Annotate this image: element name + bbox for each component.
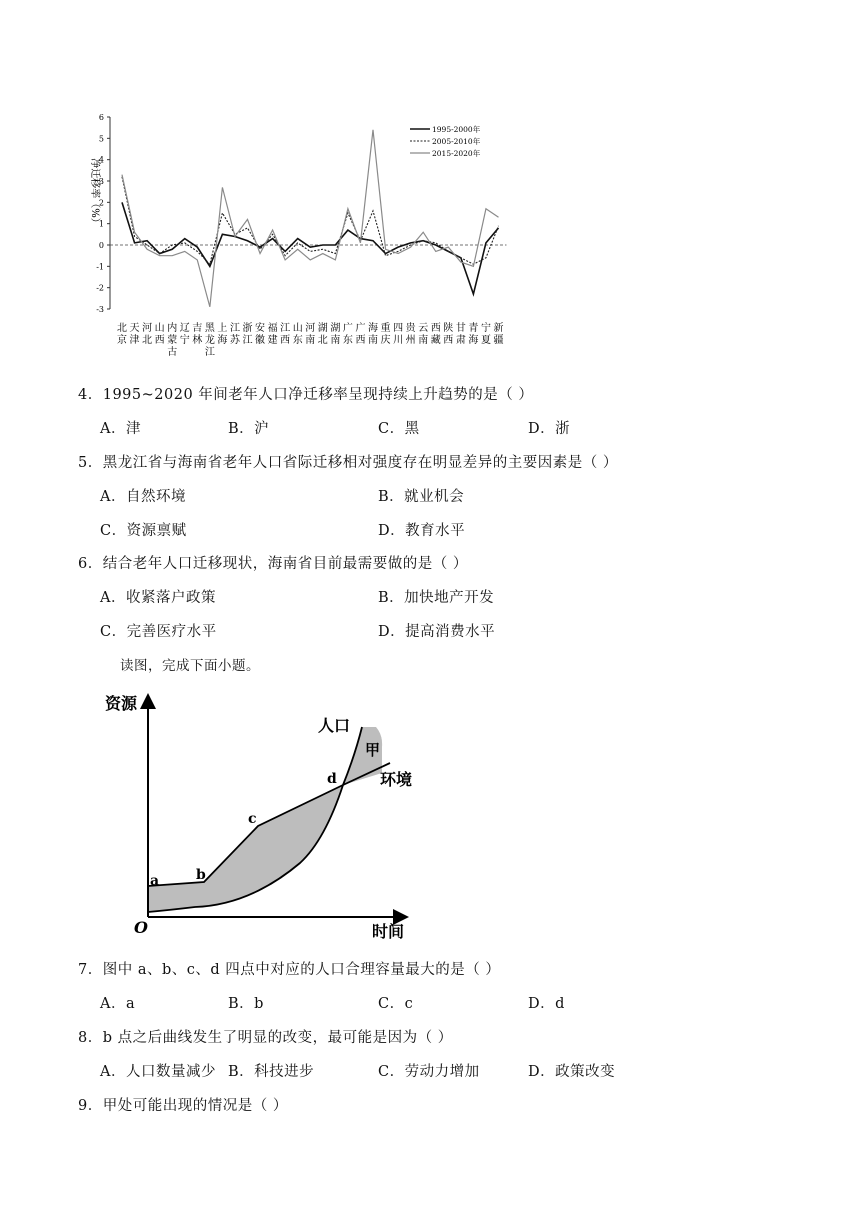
question-9-stem: 9．甲处可能出现的情况是（ ）: [78, 1098, 288, 1114]
x-tick-label: 吉: [192, 323, 203, 334]
x-tick-label: 西: [355, 335, 366, 346]
x-tick-label: 上: [217, 323, 228, 334]
q5-option-b[interactable]: B．就业机会: [378, 489, 465, 505]
x-tick-label: 古: [167, 347, 178, 358]
area-jia-label: 甲: [365, 741, 381, 759]
x-tick-label: 山: [292, 323, 303, 334]
y-tick-label: 1: [98, 219, 104, 229]
q6-option-c[interactable]: C．完善医疗水平: [100, 624, 217, 640]
x-tick-label: 肃: [455, 335, 466, 346]
q4-option-a[interactable]: A．津: [100, 421, 141, 437]
x-tick-label: 广: [342, 323, 353, 334]
x-tick-label: 河: [142, 323, 153, 334]
x-tick-label: 南: [305, 335, 316, 346]
x-tick-label: 贵: [405, 323, 416, 334]
x-tick-label: 西: [154, 335, 165, 346]
x-tick-label: 蒙: [167, 335, 178, 346]
environment-label: 环境: [380, 770, 413, 789]
question-7-stem: 7．图中 a、b、c、d 四点中对应的人口合理容量最大的是（ ）: [78, 962, 501, 978]
x-axis-label: 时间: [372, 922, 405, 941]
x-tick-label: 天: [129, 323, 140, 334]
x-tick-label: 云: [418, 323, 429, 334]
legend-entry-1: 1995-2000年: [432, 125, 481, 134]
q8-option-a[interactable]: A．人口数量减少: [100, 1064, 216, 1080]
q7-option-a[interactable]: A．a: [100, 996, 136, 1012]
population-label: 人口: [318, 716, 351, 735]
q6-option-b[interactable]: B．加快地产开发: [378, 590, 495, 606]
x-tick-label: 川: [393, 335, 404, 346]
x-tick-label: 湖: [317, 323, 328, 334]
x-tick-label: 海: [217, 335, 228, 346]
x-tick-label: 南: [330, 335, 341, 346]
x-tick-label: 河: [305, 323, 316, 334]
x-tick-label: 北: [317, 335, 328, 346]
y-axis-label: 净迁移率（%）: [89, 158, 100, 228]
x-tick-label: 重: [380, 323, 391, 334]
x-tick-label: 疆: [493, 335, 504, 346]
series-line-2: [122, 177, 499, 264]
x-tick-label: 庆: [380, 335, 391, 346]
x-tick-label: 湖: [330, 323, 341, 334]
point-d-label: d: [327, 771, 337, 787]
chart-legend: [410, 124, 481, 158]
x-tick-label: 四: [393, 323, 404, 334]
population-environment-diagram: [100, 685, 430, 945]
x-tick-label: 宁: [179, 335, 190, 346]
instruction-text: 读图，完成下面小题。: [120, 658, 260, 674]
x-tick-label: 甘: [455, 323, 466, 334]
point-b-label: b: [196, 867, 206, 883]
point-a-label: a: [150, 873, 160, 889]
question-5-stem: 5．黑龙江省与海南省老年人口省际迁移相对强度存在明显差异的主要因素是（ ）: [78, 455, 618, 471]
q4-option-d[interactable]: D．浙: [528, 421, 571, 437]
q6-option-a[interactable]: A．收紧落户政策: [100, 590, 216, 606]
y-tick-label: 5: [98, 134, 104, 144]
x-tick-label: 建: [267, 335, 278, 346]
x-tick-label: 宁: [480, 323, 491, 334]
x-tick-label: 江: [280, 323, 291, 334]
x-tick-label: 州: [405, 335, 416, 346]
q6-option-d[interactable]: D．提高消费水平: [378, 624, 496, 640]
x-tick-label: 安: [255, 323, 266, 334]
x-tick-label: 西: [280, 335, 291, 346]
q5-option-a[interactable]: A．自然环境: [100, 489, 186, 505]
x-tick-label: 青: [468, 323, 479, 334]
q4-option-b[interactable]: B．沪: [228, 421, 270, 437]
x-tick-label: 徽: [255, 335, 266, 346]
x-tick-label: 辽: [179, 323, 190, 334]
y-tick-label: 6: [98, 113, 104, 122]
x-tick-label: 南: [418, 335, 429, 346]
legend-entry-3: 2015-2020年: [432, 149, 481, 158]
x-tick-label: 新: [493, 323, 504, 334]
x-tick-label: 陕: [443, 323, 454, 334]
x-tick-label: 龙: [204, 335, 215, 346]
x-tick-label: 京: [117, 335, 127, 346]
x-tick-label: 苏: [229, 335, 240, 346]
x-tick-label: 山: [154, 323, 165, 334]
y-tick-label: 0: [98, 241, 104, 250]
q8-option-b[interactable]: B．科技进步: [228, 1064, 315, 1080]
x-tick-label: 福: [267, 323, 278, 334]
y-tick-label: 3: [98, 177, 104, 186]
q5-option-c[interactable]: C．资源禀赋: [100, 523, 187, 539]
series-line-1: [122, 202, 499, 294]
x-tick-label: 海: [368, 323, 378, 334]
question-8-stem: 8．b 点之后曲线发生了明显的改变，最可能是因为（ ）: [78, 1030, 453, 1046]
x-tick-label: 东: [292, 335, 303, 346]
x-tick-label: 海: [468, 335, 479, 346]
x-tick-label: 夏: [480, 335, 491, 346]
q7-option-c[interactable]: C．c: [378, 996, 414, 1012]
chart-x-tick-labels: [117, 321, 504, 358]
y-tick-label: -1: [96, 262, 104, 272]
y-tick-label: -3: [96, 305, 104, 314]
x-tick-label: 黑: [204, 323, 215, 334]
x-tick-label: 藏: [430, 335, 441, 346]
q4-option-c[interactable]: C．黑: [378, 421, 420, 437]
legend-entry-2: 2005-2010年: [432, 137, 481, 146]
q8-option-d[interactable]: D．政策改变: [528, 1064, 616, 1080]
x-tick-label: 江: [242, 335, 253, 346]
point-c-label: c: [248, 811, 257, 827]
q5-option-d[interactable]: D．教育水平: [378, 523, 466, 539]
q8-option-c[interactable]: C．劳动力增加: [378, 1064, 480, 1080]
x-tick-label: 北: [142, 335, 153, 346]
y-axis-label: 资源: [105, 694, 138, 713]
y-tick-label: -2: [96, 283, 104, 293]
origin-label: O: [134, 918, 148, 937]
x-tick-label: 西: [430, 323, 441, 334]
x-tick-label: 江: [229, 323, 240, 334]
x-tick-label: 浙: [242, 323, 253, 334]
question-4-stem: 4．1995~2020 年间老年人口净迁移率呈现持续上升趋势的是（ ）: [78, 387, 534, 403]
x-tick-label: 广: [355, 323, 366, 334]
x-tick-label: 内: [167, 323, 178, 334]
x-tick-label: 津: [129, 335, 140, 346]
migration-rate-chart: [70, 105, 530, 365]
y-tick-label: 4: [98, 155, 104, 165]
x-tick-label: 东: [342, 335, 353, 346]
q7-option-d[interactable]: D．d: [528, 996, 565, 1012]
x-tick-label: 江: [204, 347, 215, 358]
y-tick-label: 2: [98, 198, 104, 208]
x-tick-label: 南: [368, 335, 378, 346]
question-6-stem: 6．结合老年人口迁移现状，海南省目前最需要做的是（ ）: [78, 556, 468, 572]
x-tick-label: 林: [192, 335, 203, 346]
q7-option-b[interactable]: B．b: [228, 996, 264, 1012]
x-tick-label: 西: [443, 335, 454, 346]
x-tick-label: 北: [117, 323, 127, 334]
